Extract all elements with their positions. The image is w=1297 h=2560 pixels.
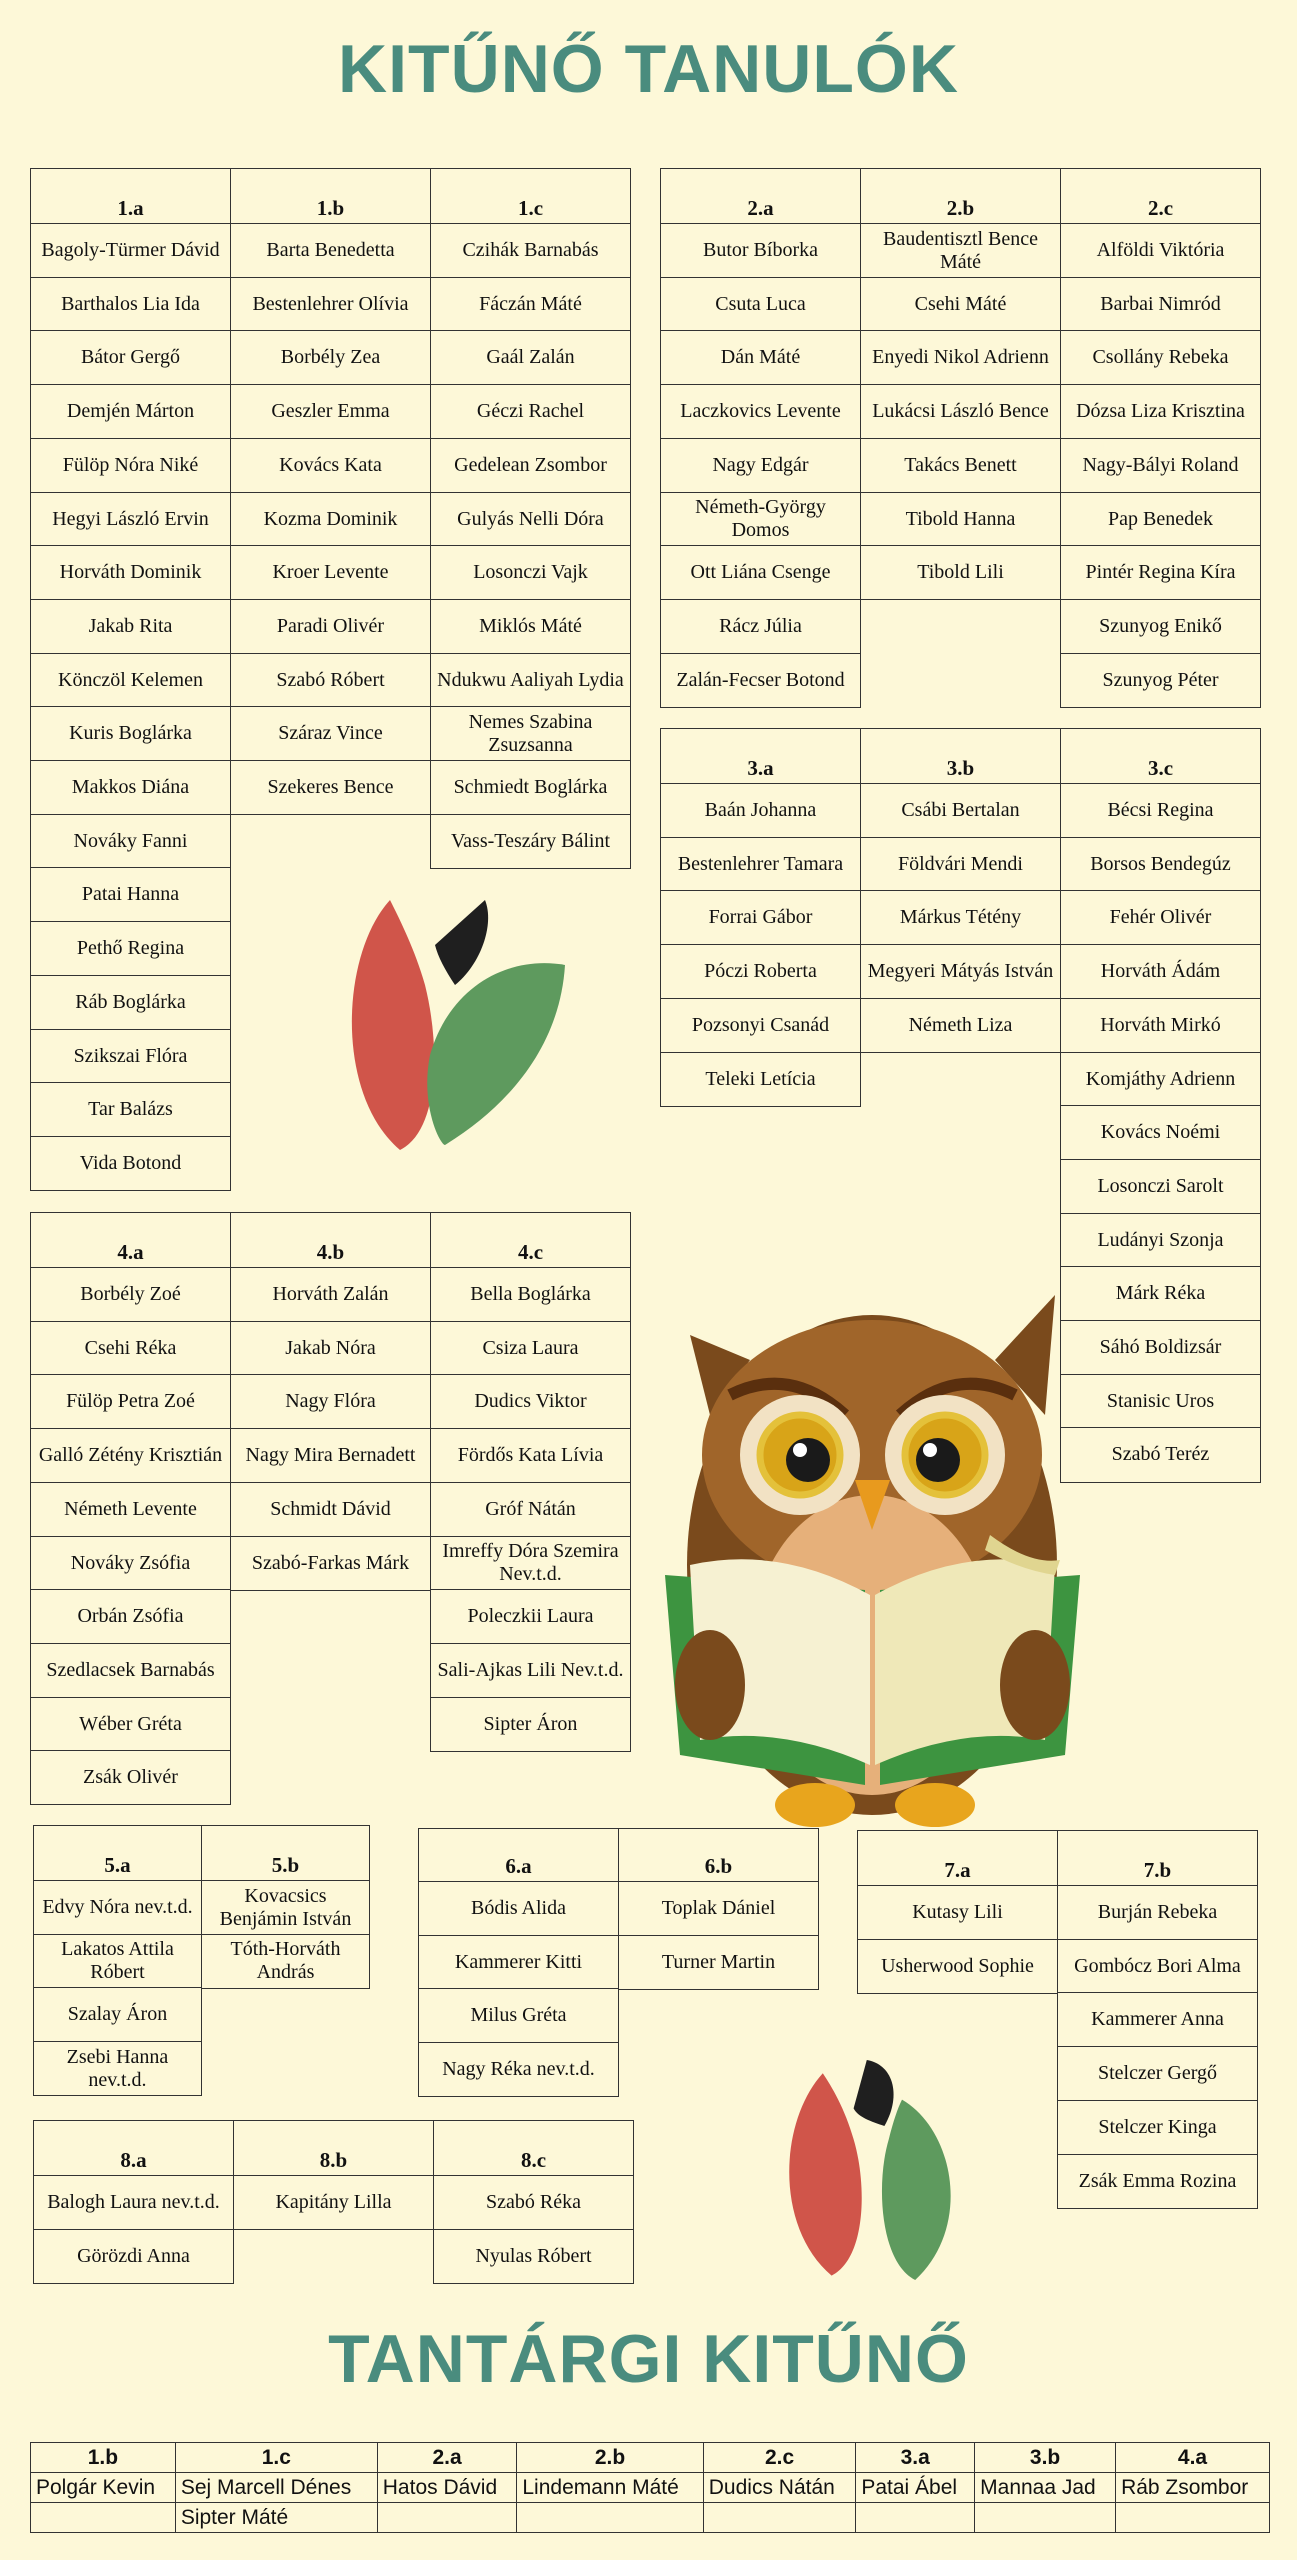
student-name: Czihák Barnabás: [430, 223, 631, 278]
student-name: Bécsi Regina: [1060, 783, 1261, 838]
student-name: Usherwood Sophie: [857, 1939, 1058, 1994]
table-cell: Lindemann Máté: [517, 2473, 703, 2503]
student-name: Losonczi Vajk: [430, 545, 631, 600]
student-name: Nagy-Bályi Roland: [1060, 438, 1261, 493]
student-name: Kutasy Lili: [857, 1885, 1058, 1940]
student-name: Csábi Bertalan: [860, 783, 1061, 838]
student-name: Jakab Nóra: [230, 1321, 431, 1376]
student-name: Kuris Boglárka: [30, 706, 231, 761]
student-name: Kammerer Anna: [1057, 1992, 1258, 2047]
class-header: 5.a: [33, 1825, 202, 1881]
student-name: Lakatos Attila Róbert: [33, 1934, 202, 1989]
student-name: Balogh Laura nev.t.d.: [33, 2175, 234, 2230]
student-name: Tóth-Horváth András: [201, 1934, 370, 1989]
student-name: Szabó Réka: [433, 2175, 634, 2230]
student-name: Bátor Gergő: [30, 330, 231, 385]
student-name: Forrai Gábor: [660, 890, 861, 945]
student-name: Gedelean Zsombor: [430, 438, 631, 493]
student-name: Stelczer Kinga: [1057, 2100, 1258, 2155]
table-cell: [975, 2503, 1116, 2533]
student-name: Imreffy Dóra Szemira Nev.t.d.: [430, 1536, 631, 1591]
student-name: Borsos Bendegúz: [1060, 837, 1261, 892]
student-name: Dudics Viktor: [430, 1374, 631, 1429]
table-cell: [703, 2503, 856, 2533]
class-header: 2.a: [660, 168, 861, 224]
class-header: 6.b: [618, 1828, 819, 1882]
table-header-row: [31, 2443, 1270, 2473]
student-name: Ndukwu Aaliyah Lydia: [430, 653, 631, 708]
student-name: Zsák Olivér: [30, 1750, 231, 1805]
table-cell: Dudics Nátán: [703, 2473, 856, 2503]
column-header: 2.c: [703, 2443, 856, 2473]
student-name: Görözdi Anna: [33, 2229, 234, 2284]
student-name: Borbély Zoé: [30, 1267, 231, 1322]
student-name: Gulyás Nelli Dóra: [430, 492, 631, 547]
table-row: [31, 2503, 1270, 2533]
student-name: Szabó-Farkas Márk: [230, 1536, 431, 1591]
student-name: Horváth Zalán: [230, 1267, 431, 1322]
student-name: Geszler Emma: [230, 384, 431, 439]
class-header: 2.b: [860, 168, 1061, 224]
student-name: Zsák Emma Rozina: [1057, 2154, 1258, 2209]
student-name: Száraz Vince: [230, 706, 431, 761]
table-row: [31, 2473, 1270, 2503]
student-name: Bódis Alida: [418, 1881, 619, 1936]
table-cell: [31, 2503, 176, 2533]
class-header: 4.b: [230, 1212, 431, 1268]
table-cell: Sipter Máté: [175, 2503, 377, 2533]
student-name: Hegyi László Ervin: [30, 492, 231, 547]
class-header: 3.c: [1060, 728, 1261, 784]
student-name: Zsebi Hanna nev.t.d.: [33, 2041, 202, 2096]
student-name: Stanisic Uros: [1060, 1374, 1261, 1429]
student-name: Alföldi Viktória: [1060, 223, 1261, 278]
student-name: Zalán-Fecser Botond: [660, 653, 861, 708]
student-name: Fördős Kata Lívia: [430, 1428, 631, 1483]
column-header: 4.a: [1116, 2443, 1270, 2473]
class-header: 6.a: [418, 1828, 619, 1882]
student-name: Szunyog Péter: [1060, 653, 1261, 708]
student-name: Bagoly-Türmer Dávid: [30, 223, 231, 278]
student-name: Milus Gréta: [418, 1988, 619, 2043]
student-name: Paradi Olivér: [230, 599, 431, 654]
student-name: Könczöl Kelemen: [30, 653, 231, 708]
student-name: Pap Benedek: [1060, 492, 1261, 547]
table-cell: [377, 2503, 517, 2533]
student-name: Fülöp Nóra Niké: [30, 438, 231, 493]
class-header: 2.c: [1060, 168, 1261, 224]
class-header: 4.c: [430, 1212, 631, 1268]
student-name: Fehér Olivér: [1060, 890, 1261, 945]
student-name: Rácz Júlia: [660, 599, 861, 654]
student-name: Nováky Fanni: [30, 814, 231, 869]
table-cell: Sej Marcell Dénes: [175, 2473, 377, 2503]
class-header: 5.b: [201, 1825, 370, 1881]
student-name: Póczi Roberta: [660, 944, 861, 999]
student-name: Szekeres Bence: [230, 760, 431, 815]
table-cell: Mannaa Jad: [975, 2473, 1116, 2503]
student-name: Kovács Kata: [230, 438, 431, 493]
student-name: Sipter Áron: [430, 1697, 631, 1752]
student-name: Miklós Máté: [430, 599, 631, 654]
student-name: Ludányi Szonja: [1060, 1213, 1261, 1268]
student-name: Nyulas Róbert: [433, 2229, 634, 2284]
student-name: Nemes Szabina Zsuzsanna: [430, 706, 631, 761]
student-name: Csehi Réka: [30, 1321, 231, 1376]
student-name: Sali-Ajkas Lili Nev.t.d.: [430, 1643, 631, 1698]
student-name: Horváth Dominik: [30, 545, 231, 600]
student-name: Schmidt Dávid: [230, 1482, 431, 1537]
subtitle: TANTÁRGI KITŰNŐ: [328, 2321, 969, 2397]
student-name: Schmiedt Boglárka: [430, 760, 631, 815]
table-cell: Patai Ábel: [856, 2473, 975, 2503]
student-name: Laczkovics Levente: [660, 384, 861, 439]
student-name: Szunyog Enikő: [1060, 599, 1261, 654]
student-name: Vida Botond: [30, 1136, 231, 1191]
column-header: 3.b: [975, 2443, 1116, 2473]
student-name: Németh-György Domos: [660, 492, 861, 547]
class-header: 3.b: [860, 728, 1061, 784]
student-name: Baán Johanna: [660, 783, 861, 838]
table-cell: Ráb Zsombor: [1116, 2473, 1270, 2503]
student-name: Baudentisztl Bence Máté: [860, 223, 1061, 278]
student-name: Németh Levente: [30, 1482, 231, 1537]
student-name: Bella Boglárka: [430, 1267, 631, 1322]
student-name: Sáhó Boldizsár: [1060, 1320, 1261, 1375]
student-name: Barthalos Lia Ida: [30, 277, 231, 332]
student-name: Megyeri Mátyás István: [860, 944, 1061, 999]
student-name: Komjáthy Adrienn: [1060, 1052, 1261, 1107]
student-name: Pethő Regina: [30, 921, 231, 976]
student-name: Nagy Mira Bernadett: [230, 1428, 431, 1483]
student-name: Barbai Nimród: [1060, 277, 1261, 332]
owl-reading-book-icon: [650, 1265, 1095, 1830]
student-name: Csollány Rebeka: [1060, 330, 1261, 385]
student-name: Nagy Flóra: [230, 1374, 431, 1429]
class-header: 1.b: [230, 168, 431, 224]
student-name: Ott Liána Csenge: [660, 545, 861, 600]
student-name: Vass-Teszáry Bálint: [430, 814, 631, 869]
subject-excellence-table: [30, 2442, 1270, 2533]
tulip-logo-icon: [330, 895, 580, 1165]
class-header: 3.a: [660, 728, 861, 784]
student-name: Kammerer Kitti: [418, 1935, 619, 1990]
student-name: Szabó Róbert: [230, 653, 431, 708]
class-header: 8.c: [433, 2120, 634, 2176]
student-name: Jakab Rita: [30, 599, 231, 654]
student-name: Lukácsi László Bence: [860, 384, 1061, 439]
student-name: Kovacsics Benjámin István: [201, 1880, 370, 1935]
student-name: Teleki Letícia: [660, 1052, 861, 1107]
student-name: Galló Zétény Krisztián: [30, 1428, 231, 1483]
student-name: Kapitány Lilla: [233, 2175, 434, 2230]
class-header: 1.a: [30, 168, 231, 224]
student-name: Márkus Tétény: [860, 890, 1061, 945]
student-name: Fülöp Petra Zoé: [30, 1374, 231, 1429]
table-cell: Hatos Dávid: [377, 2473, 517, 2503]
student-name: Dán Máté: [660, 330, 861, 385]
student-name: Gróf Nátán: [430, 1482, 631, 1537]
student-name: Pozsonyi Csanád: [660, 998, 861, 1053]
student-name: Dózsa Liza Krisztina: [1060, 384, 1261, 439]
student-name: Szabó Teréz: [1060, 1427, 1261, 1482]
column-header: 3.a: [856, 2443, 975, 2473]
student-name: Burján Rebeka: [1057, 1885, 1258, 1940]
class-header: 8.b: [233, 2120, 434, 2176]
class-header: 4.a: [30, 1212, 231, 1268]
student-name: Csiza Laura: [430, 1321, 631, 1376]
class-header: 7.a: [857, 1830, 1058, 1886]
student-name: Turner Martin: [618, 1935, 819, 1990]
student-name: Pintér Regina Kíra: [1060, 545, 1261, 600]
student-name: Szikszai Flóra: [30, 1029, 231, 1084]
student-name: Kroer Levente: [230, 545, 431, 600]
column-header: 1.b: [31, 2443, 176, 2473]
class-header: 1.c: [430, 168, 631, 224]
column-header: 2.a: [377, 2443, 517, 2473]
student-name: Borbély Zea: [230, 330, 431, 385]
student-name: Ráb Boglárka: [30, 975, 231, 1030]
student-name: Horváth Mirkó: [1060, 998, 1261, 1053]
student-name: Gombócz Bori Alma: [1057, 1939, 1258, 1994]
student-name: Stelczer Gergő: [1057, 2046, 1258, 2101]
student-name: Szalay Áron: [33, 1987, 202, 2042]
student-name: Tibold Hanna: [860, 492, 1061, 547]
student-name: Toplak Dániel: [618, 1881, 819, 1936]
student-name: Nováky Zsófia: [30, 1536, 231, 1591]
student-name: Szedlacsek Barnabás: [30, 1643, 231, 1698]
student-name: Bestenlehrer Tamara: [660, 837, 861, 892]
student-name: Nagy Réka nev.t.d.: [418, 2042, 619, 2097]
student-name: Németh Liza: [860, 998, 1061, 1053]
student-name: Nagy Edgár: [660, 438, 861, 493]
student-name: Horváth Ádám: [1060, 944, 1261, 999]
student-name: Kozma Dominik: [230, 492, 431, 547]
class-header: 7.b: [1057, 1830, 1258, 1886]
student-name: Bestenlehrer Olívia: [230, 277, 431, 332]
student-name: Wéber Gréta: [30, 1697, 231, 1752]
page-title: KITŰNŐ TANULÓK: [338, 31, 959, 107]
column-header: 1.c: [175, 2443, 377, 2473]
student-name: Csehi Máté: [860, 277, 1061, 332]
column-header: 2.b: [517, 2443, 703, 2473]
student-name: Csuta Luca: [660, 277, 861, 332]
student-name: Márk Réka: [1060, 1266, 1261, 1321]
table-cell: [856, 2503, 975, 2533]
student-name: Gaál Zalán: [430, 330, 631, 385]
table-cell: [517, 2503, 703, 2533]
student-name: Földvári Mendi: [860, 837, 1061, 892]
student-name: Makkos Diána: [30, 760, 231, 815]
student-name: Barta Benedetta: [230, 223, 431, 278]
student-name: Fáczán Máté: [430, 277, 631, 332]
student-name: Demjén Márton: [30, 384, 231, 439]
table-cell: [1116, 2503, 1270, 2533]
student-name: Tibold Lili: [860, 545, 1061, 600]
student-name: Orbán Zsófia: [30, 1589, 231, 1644]
student-name: Géczi Rachel: [430, 384, 631, 439]
student-name: Edvy Nóra nev.t.d.: [33, 1880, 202, 1935]
student-name: Butor Bíborka: [660, 223, 861, 278]
student-name: Kovács Noémi: [1060, 1105, 1261, 1160]
tulip-logo-icon: [770, 2050, 990, 2290]
student-name: Takács Benett: [860, 438, 1061, 493]
student-name: Enyedi Nikol Adrienn: [860, 330, 1061, 385]
student-name: Losonczi Sarolt: [1060, 1159, 1261, 1214]
student-name: Patai Hanna: [30, 867, 231, 922]
student-name: Tar Balázs: [30, 1082, 231, 1137]
student-name: Poleczkii Laura: [430, 1589, 631, 1644]
table-cell: Polgár Kevin: [31, 2473, 176, 2503]
class-header: 8.a: [33, 2120, 234, 2176]
